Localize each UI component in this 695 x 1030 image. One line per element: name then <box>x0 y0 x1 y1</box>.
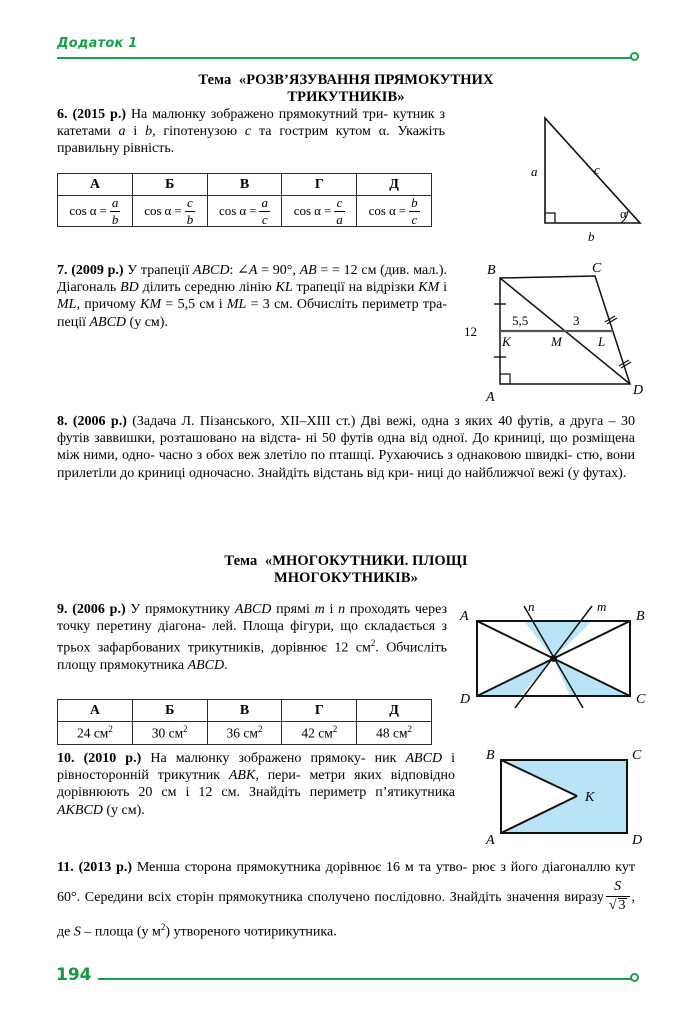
answer9-header-b: Б <box>132 700 207 722</box>
answer9-value-v: 36 см <box>226 725 258 741</box>
figure-rectangle-diagonals <box>452 596 687 708</box>
problem-8-line6: ниці до найближчої вежі (у футах). <box>417 465 627 481</box>
problem-7-vertex-a: A <box>248 263 258 278</box>
cos-arg-a: α <box>89 203 97 218</box>
answer-option-header-d: Д <box>357 174 432 196</box>
running-head: Додаток 1 <box>57 36 138 51</box>
problem-11-number: 11. <box>57 860 74 875</box>
problem-9-abcd-1: ABCD <box>234 602 272 617</box>
answer9-header-d: Д <box>357 700 432 722</box>
svg-text:c: c <box>594 162 600 177</box>
svg-text:B: B <box>486 748 495 763</box>
problem-6-line2a: кутник з катетами <box>57 107 445 140</box>
problem-7-t5c: (у см). <box>126 314 168 330</box>
cos-den-a: b <box>111 211 119 227</box>
problem-11-line3d: – площа <box>80 925 134 941</box>
answer9-header-h: Г <box>282 700 357 722</box>
answer9-sup-b: 2 <box>183 724 188 735</box>
figure-rectangle-with-triangle <box>465 748 685 848</box>
cos-eq-a: = <box>99 203 107 218</box>
svg-text:5,5: 5,5 <box>512 313 529 328</box>
svg-text:m: m <box>597 599 607 614</box>
problem-8-line1: (Задача Л. Пізанського, XII–XIII ст.) Дві вежі, одна <box>132 414 449 429</box>
problem-9-t5c: . <box>224 658 228 674</box>
fraction-numerator-s: S <box>614 879 622 894</box>
problem-7-t3g: , причому <box>76 297 136 313</box>
problem-7-t1g: = <box>316 263 329 278</box>
problem-7-seg-ab: AB <box>299 263 317 278</box>
svg-text:12: 12 <box>464 324 477 339</box>
problem-9-line-m: m <box>314 602 325 617</box>
problem-7-t4d: = 3 см. Обчисліть периметр тра- <box>246 297 448 313</box>
problem-10-abcd: ABCD <box>405 751 443 766</box>
problem-6-angle: α <box>378 124 387 140</box>
table-row <box>58 722 432 745</box>
svg-text:n: n <box>528 599 535 614</box>
theme-2-title-line2: МНОГОКУТНИКІВ» <box>274 570 418 586</box>
problem-7-seg-ml: ML <box>57 297 77 313</box>
cos-label-b: cos <box>144 203 162 218</box>
figure-trapezoid <box>455 256 685 404</box>
problem-8-number: 8. <box>57 414 68 429</box>
problem-8-line5: стю, вони прилетіли до криниці одночасно. Знайдіть відстань від кри- <box>57 448 636 481</box>
problem-9-t4: зафарбованих трикутників, дорівнює 12 см <box>97 641 371 657</box>
cos-num-v: a <box>261 195 268 211</box>
answer9-value-b: 30 см <box>151 725 184 741</box>
answer-table-problem-9 <box>57 699 432 745</box>
svg-text:b: b <box>588 229 595 243</box>
cos-num-h: c <box>336 195 343 211</box>
problem-9-t1a: У прямокутнику <box>130 602 235 617</box>
problem-7-seg-km: KM <box>418 280 440 296</box>
problem-10-year: (2010 р.) <box>83 751 142 766</box>
svg-text:K: K <box>502 334 511 349</box>
problem-9-text <box>57 601 447 674</box>
problem-11-line2: рює з його діагоналлю кут 60°. Середини всіх сторін прямокутника <box>57 860 636 905</box>
svg-text:C: C <box>636 692 646 707</box>
cos-arg-h: α <box>314 203 321 218</box>
page-number: 194 <box>56 965 92 985</box>
problem-10-t2a: ник <box>374 751 406 766</box>
problem-7-t3c: трапеції на відрізки <box>292 280 419 296</box>
answer9-value-d: 48 см <box>376 725 408 741</box>
problem-9-t3: лей. Площа фігури, що складається з трьох <box>57 619 447 657</box>
answer-cell-b <box>132 196 207 227</box>
svg-text:D: D <box>460 692 471 707</box>
cos-label-h: cos <box>293 203 312 218</box>
problem-9-t2c: проходять через точку перетину діагона- <box>57 602 448 635</box>
problem-8-text <box>57 413 635 482</box>
theme-heading-1 <box>57 72 635 106</box>
svg-text:D: D <box>632 833 643 848</box>
problem-9-t1c: прямі <box>271 602 315 617</box>
problem-6-var-c: c <box>244 124 252 140</box>
cos-label-v: cos <box>218 203 237 218</box>
problem-9-t5a: Обчисліть площу прямокутника <box>57 641 448 674</box>
problem-7-t1e: = 90°, <box>257 263 300 278</box>
answer9-cell-v <box>207 722 282 745</box>
svg-text:B: B <box>487 263 496 278</box>
svg-text:α: α <box>620 206 627 221</box>
problem-8-line2: з яких 40 футів, а друга – 30 футів заввишки, розташовано на відста- <box>57 414 635 447</box>
problem-7-t3e: і <box>439 280 448 296</box>
problem-10-t1: На малюнку зображено прямоку- <box>150 751 366 766</box>
problem-9-t2a: і <box>329 602 339 617</box>
problem-7-ml-2: ML <box>226 297 247 313</box>
problem-7-t2c: ділить середню <box>138 280 236 296</box>
problem-6-line1: На малюнку зображено прямокутний три- <box>130 107 389 122</box>
problem-7-t4b: = 5,5 см і <box>161 297 227 313</box>
problem-9-abcd-2: ABCD <box>187 658 225 674</box>
problem-9-area-unit-exponent: 2 <box>370 638 376 649</box>
answer-option-header-v: В <box>207 174 282 196</box>
problem-7-seg-kl: KL <box>275 280 293 296</box>
problem-9-number: 9. <box>57 602 68 617</box>
problem-7-t5: пеції <box>57 314 90 330</box>
answer9-sup-d: 2 <box>407 724 413 735</box>
theme-1-title-line1: «РОЗВ’ЯЗУВАННЯ ПРЯМОКУТНИХ <box>238 72 494 88</box>
radicand-3: 3 <box>618 897 626 913</box>
problem-6-var-a: a <box>118 124 126 140</box>
problem-11-line4b: ) утвореного чотирикутника. <box>165 925 337 941</box>
problem-7-diag-bd: BD <box>120 280 139 296</box>
header-rule-dot-icon <box>630 52 639 61</box>
problem-6-number: 6. <box>57 107 68 122</box>
svg-text:C: C <box>632 748 642 763</box>
header-rule <box>57 57 635 59</box>
expression-s-over-sqrt3 <box>606 880 630 913</box>
svg-text:L: L <box>598 334 606 349</box>
table-header-row <box>58 700 432 722</box>
problem-7-number: 7. <box>57 263 68 278</box>
answer9-cell-d <box>357 722 432 745</box>
problem-7-t2: = 12 см (див. мал.). Діагональ <box>57 263 447 296</box>
cos-den-b: b <box>186 211 194 227</box>
problem-11-line3a: сполучено послідовно. Знайдіть значення виразу <box>307 889 604 905</box>
fraction-denominator-sqrt3: √ 3 <box>608 897 626 913</box>
cos-num-b: c <box>187 195 193 211</box>
cos-arg-v: α <box>239 203 247 218</box>
answer-option-header-a: А <box>58 174 133 196</box>
problem-6-line2c: та гострим кутом <box>251 124 371 140</box>
problem-7-t3: лінію <box>238 280 276 296</box>
problem-10-number: 10. <box>57 751 75 766</box>
problem-7-t1a: У трапеції <box>127 263 193 278</box>
problem-11-var-s: S <box>73 925 81 941</box>
svg-text:M: M <box>551 334 562 349</box>
problem-9-t4end: . <box>375 641 379 657</box>
problem-10-t4c: (у см). <box>102 802 145 818</box>
cos-eq-b: = <box>174 203 182 218</box>
svg-text:K: K <box>585 790 595 805</box>
answer9-sup-v: 2 <box>257 724 263 735</box>
problem-10-akbcd: AKBCD <box>57 802 103 818</box>
problem-8-line4: часно з обох веж злетіло по пташці. Рухаючись з однаковою швидкі- <box>158 448 573 464</box>
theme-2-title-line1: «МНОГОКУТНИКИ. ПЛОЩІ <box>264 553 468 569</box>
answer9-sup-a: 2 <box>108 724 113 735</box>
answer9-cell-b <box>132 722 207 745</box>
answer9-cell-h <box>282 722 357 745</box>
cos-den-v: c <box>261 211 268 227</box>
answer-cell-a <box>58 196 133 227</box>
problem-6-line2b: , гіпотенузою <box>152 124 245 140</box>
problem-7-year: (2009 р.) <box>71 263 124 278</box>
cos-eq-h: = <box>323 203 332 218</box>
table-row <box>58 196 432 227</box>
svg-text:3: 3 <box>573 313 580 328</box>
problem-7-abcd-2: ABCD <box>89 314 127 330</box>
svg-text:D: D <box>633 383 644 398</box>
svg-text:C: C <box>592 261 602 276</box>
svg-text:A: A <box>486 833 495 848</box>
theme-2-prefix: Тема <box>224 553 258 569</box>
cos-den-d: c <box>411 211 418 227</box>
answer-option-header-b: Б <box>132 174 207 196</box>
figure-right-triangle <box>520 108 660 243</box>
svg-text:a: a <box>531 164 538 179</box>
problem-11-unit-exponent: 2 <box>160 922 166 933</box>
problem-6-var-b: b <box>145 124 153 140</box>
cos-label-d: cos <box>368 203 386 218</box>
problem-11-line1: Менша сторона прямокутника дорівнює 16 м та утво- <box>136 860 468 875</box>
footer-rule-dot-icon <box>630 973 639 982</box>
problem-6-year: (2015 р.) <box>72 107 126 122</box>
problem-9-line-n: n <box>338 602 346 617</box>
problem-6-and: і <box>125 124 146 140</box>
theme-1-prefix: Тема <box>198 72 232 88</box>
problem-10-t3: метри яких відповідно дорівнюють 20 см і 12 см. <box>57 768 455 801</box>
problem-7-text <box>57 262 447 331</box>
cos-arg-b: α <box>164 203 172 218</box>
problem-6-line3b: . Укажіть правильну рівність. <box>57 124 445 157</box>
answer9-header-a: А <box>58 700 133 722</box>
problem-9-year: (2006 р.) <box>72 602 126 617</box>
answer-option-header-h: Г <box>282 174 357 196</box>
problem-10-t2c: і рівносторонній трикутник <box>57 751 456 784</box>
cos-eq-v: = <box>249 203 257 218</box>
problem-7-km-2: KM <box>140 297 162 313</box>
theme-heading-2 <box>57 553 635 587</box>
footer-rule <box>98 978 635 980</box>
svg-text:A: A <box>486 390 495 404</box>
problem-11-line3b: , де <box>57 889 636 941</box>
problem-6-text <box>57 106 445 158</box>
cos-arg-d: α <box>388 203 396 218</box>
problem-11-text <box>57 855 635 946</box>
table-header-row <box>58 174 432 196</box>
answer9-value-h: 42 см <box>301 725 333 741</box>
cos-num-a: a <box>111 195 119 211</box>
problem-10-t4a: Знайдіть периметр п’ятикутника <box>248 785 455 801</box>
svg-text:B: B <box>636 609 645 624</box>
problem-11-line4a: (у м <box>136 925 161 941</box>
problem-10-abk: ABK <box>228 768 256 784</box>
cos-label-a: cos <box>69 203 87 218</box>
cos-eq-d: = <box>398 203 407 218</box>
problem-11-year: (2013 р.) <box>78 860 133 875</box>
theme-1-title-line2: ТРИКУТНИКІВ» <box>287 89 405 105</box>
answer9-header-v: В <box>207 700 282 722</box>
answer-cell-d <box>357 196 432 227</box>
cos-den-h: a <box>336 211 343 227</box>
answer-cell-v <box>207 196 282 227</box>
answer-table-problem-6 <box>57 173 432 227</box>
answer9-cell-a <box>58 722 133 745</box>
problem-7-abcd-1: ABCD <box>192 263 230 278</box>
answer9-value-a: 24 см <box>76 725 109 741</box>
problem-10-t2e: , пери- <box>255 768 301 784</box>
problem-10-text <box>57 750 455 819</box>
answer9-sup-h: 2 <box>332 724 338 735</box>
svg-text:A: A <box>460 609 469 624</box>
problem-8-line3: ні 50 футів одна від одної. До криниці, що розміщена між ними, одно- <box>57 431 636 464</box>
answer-cell-h <box>282 196 357 227</box>
problem-7-t1c: : ∠ <box>229 263 249 278</box>
cos-num-d: b <box>411 195 418 211</box>
problem-8-year: (2006 р.) <box>72 414 127 429</box>
